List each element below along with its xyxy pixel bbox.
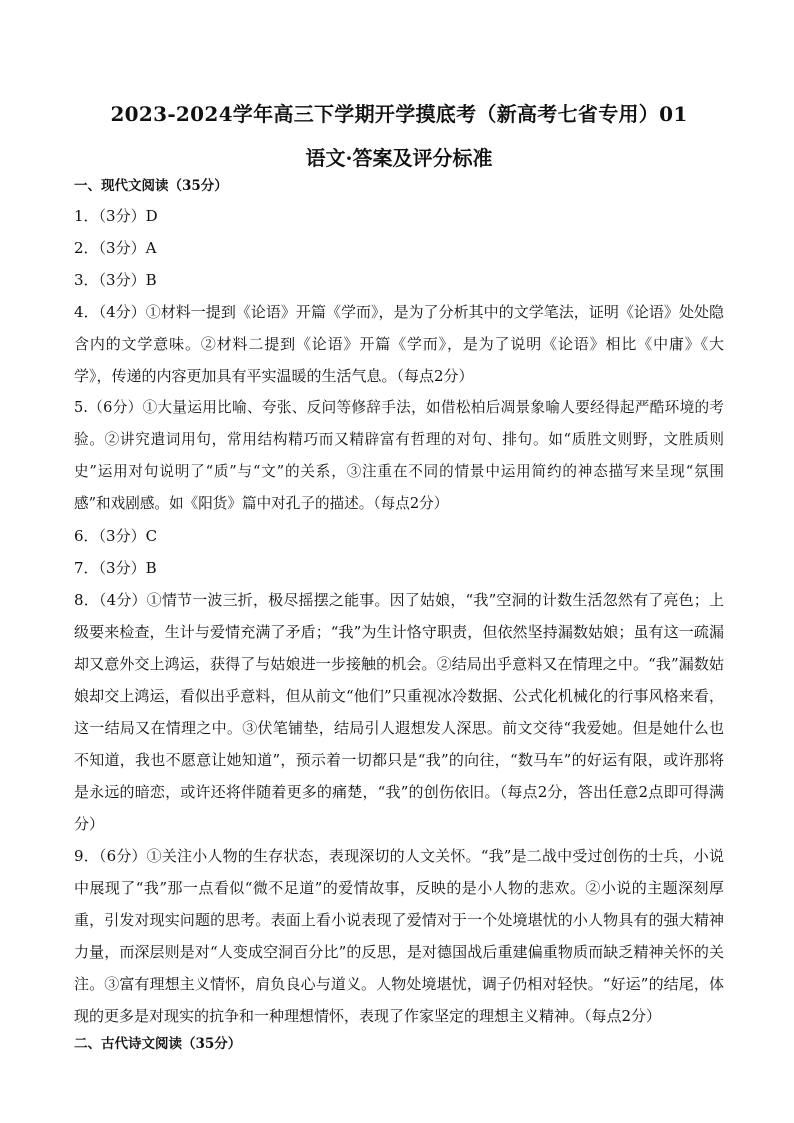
section-heading-classical-reading: 二、古代诗文阅读（35分） bbox=[74, 1036, 242, 1052]
document-title: 2023-2024学年高三下学期开学摸底考（新高考七省专用）01 bbox=[110, 102, 688, 126]
answer-item-6: 6．（3分）C bbox=[74, 527, 158, 545]
answer-item-2: 2．（3分）A bbox=[74, 239, 157, 257]
answer-item-5: 5.（6分）①大量运用比喻、夸张、反问等修辞手法，如借松柏后凋景象喻人要经得起严酷环境的考验。②讲究遣词用句，常用结构精巧而又精辟富有哲理的对句、排句。如“质胜文则野，文胜质则史”运用对句说明了“质”与“文”的关系，③注重在不同的情景中运用简约的神态描写来呈现“氛围感”和戏剧感。如《阳货》篇中对孔子的描述。（每点2分） bbox=[74, 399, 724, 512]
answer-item-1: 1．（3分）D bbox=[74, 207, 158, 225]
document-subtitle: 语文·答案及评分标准 bbox=[305, 146, 493, 170]
answer-item-8: 8．（4分）①情节一波三折，极尽摇摆之能事。因了姑娘，“我”空洞的计数生活忽然有了亮色；上级要来检查，生计与爱情充满了矛盾；“我”为生计恪守职责，但依然坚持漏数姑娘；虽有这一疏漏却又意外交上鸿运，获得了与姑娘进一步接触的机会。②结局出乎意料又在情理之中。“我”漏数姑娘却交上鸿运，看似出乎意料，但从前文“他们”只重视冰冷数据、公式化机械化的行事风格来看，这一结局又在情理之中。③伏笔铺垫，结局引人遐想发人深思。前文交待“我爱她。但是她什么也不知道，我也不愿意让她知道”，预示着一切都只是“我”的向往，“数马车”的好运有限，或许那将是永远的暗恋，或许还将伴随着更多的痛楚，“我”的创伤依旧。（每点2分，答出任意2点即可得满分） bbox=[74, 591, 724, 833]
section-heading-modern-reading: 一、现代文阅读（35分） bbox=[74, 178, 228, 194]
answer-item-7: 7．（3分）B bbox=[74, 559, 157, 577]
answer-item-9: 9．（6分）①关注小人物的生存状态，表现深切的人文关怀。“我”是二战中受过创伤的士兵，小说中展现了“我”那一点看似“微不足道”的爱情故事，反映的是小人物的悲欢。②小说的主题深刻厚重，引发对现实问题的思考。表面上看小说表现了爱情对于一个处境堪忧的小人物具有的强大精神力量，而深层则是对“人变成空洞百分比”的反思，是对德国战后重建偏重物质而缺乏精神关怀的关注。③富有理想主义情怀，肩负良心与道义。人物处境堪忧，调子仍相对轻快。“好运”的结尾，体现的更多是对现实的抗争和一种理想情怀，表现了作家坚定的理想主义精神。（每点2分） bbox=[74, 847, 724, 1025]
answer-item-3: 3．（3分）B bbox=[74, 271, 157, 289]
answer-item-4: 4．（4分）①材料一提到《论语》开篇《学而》，是为了分析其中的文学笔法，证明《论语》处处隐含内的文学意味。②材料二提到《论语》开篇《学而》，是为了说明《论语》相比《中庸》《大学》，传递的内容更加具有平实温暖的生活气息。（每点2分） bbox=[74, 303, 724, 385]
